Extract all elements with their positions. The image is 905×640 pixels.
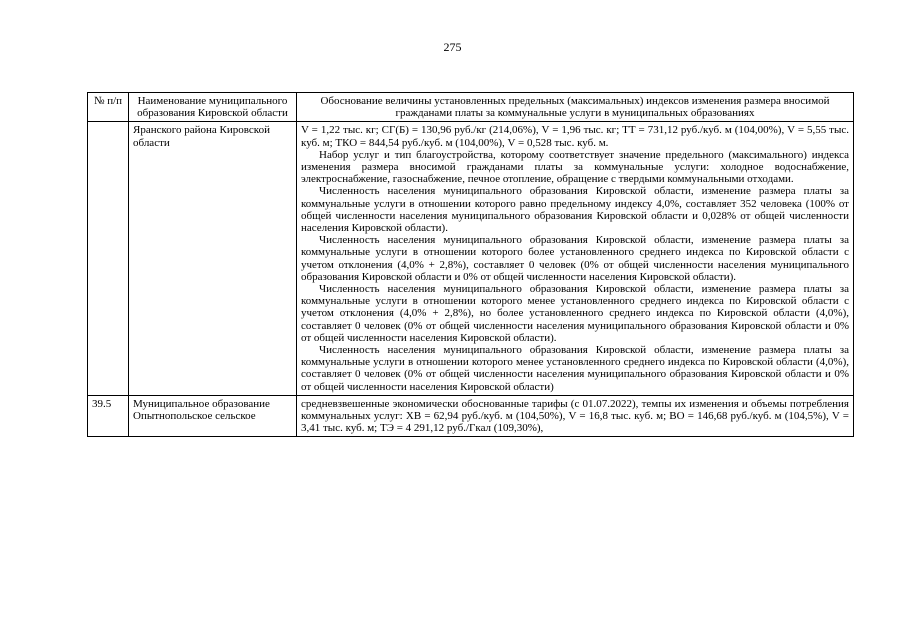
justification-paragraph: V = 1,22 тыс. кг; СГ(Б) = 130,96 руб./кг (214,06%), V = 1,96 тыс. кг; ТТ = 731,12 руб./куб. м (104,00%), V = 5,55 тыс. куб. м; ТКО = 844,54 руб./куб. м (104,00%), V = 0,528 тыс. куб. м.	[301, 124, 849, 149]
header-municipality: Наименование муниципального образования Кировской области	[129, 93, 297, 122]
justification-cell	[297, 122, 854, 395]
justification-paragraph: Набор услуг и тип благоустройства, которому соответствует значение предельного (максимального) индекса изменения размера вносимой гражданами платы за коммунальные услуги: холодное водоснабжение, электроснабжение, газоснабжение, печное отопление, обращение с твердыми коммунальными отходами.	[301, 148, 849, 186]
table-row	[88, 395, 854, 437]
indices-table	[87, 92, 854, 437]
justification-paragraph: Численность населения муниципального образования Кировской области, изменение размера платы за коммунальные услуги в отношении которого менее установленного среднего индекса по Кировской области с учетом отклонения (4,0% + 2,8%), но более установленного среднего индекса по Кировской области (4,0%), составляет 0 человек (0% от общей численности населения муниципального образования Кировской области и 0% от общей численности населения Кировской области).	[301, 283, 849, 344]
header-num: № п/п	[88, 93, 129, 122]
table-row	[88, 122, 854, 395]
table-header-row	[88, 93, 854, 122]
justification-paragraph: Численность населения муниципального образования Кировской области, изменение размера платы за коммунальные услуги в отношении которого менее установленного среднего индекса по Кировской области (4,0%), составляет 0 человек (0% от общей численности населения муниципального образования Кировской области и 0% от общей численности населения Кировской области)	[301, 344, 849, 393]
municipality-name: Муниципальное образование Опытнопольское сельское	[129, 395, 297, 437]
header-justification: Обоснование величины установленных предельных (максимальных) индексов изменения размера вносимой гражданами платы за коммунальные услуги в муниципальных образованиях	[297, 93, 854, 122]
justification-paragraph: Численность населения муниципального образования Кировской области, изменение размера платы за коммунальные услуги в отношении которого равно предельному индексу 4,0%, составляет 352 человека (100% от общей численности населения муниципального образования Кировской области и 0,028% от общей численности населения Кировской области).	[301, 185, 849, 235]
justification-paragraph: средневзвешенные экономически обоснованные тарифы (с 01.07.2022), темпы их изменения и объемы потребления коммунальных услуг: ХВ = 62,94 руб./куб. м (104,50%), V = 16,8 тыс. куб. м; ВО = 146,68 руб./куб. м (104,5%), V = 3,41 тыс. куб. м; ТЭ = 4 291,12 руб./Гкал (109,30%),	[301, 397, 849, 435]
row-number: 39.5	[88, 395, 129, 437]
justification-cell	[297, 395, 854, 437]
justification-paragraph: Численность населения муниципального образования Кировской области, изменение размера платы за коммунальные услуги в отношении которого более установленного среднего индекса по Кировской области с учетом отклонения (4,0% + 2,8%), составляет 0 человек (0% от общей численности населения муниципального образования Кировской области и 0% от общей численности населения Кировской области).	[301, 234, 849, 283]
municipality-name: Яранского района Кировской области	[129, 122, 297, 395]
row-number	[88, 122, 129, 395]
page-number: 275	[443, 40, 462, 54]
